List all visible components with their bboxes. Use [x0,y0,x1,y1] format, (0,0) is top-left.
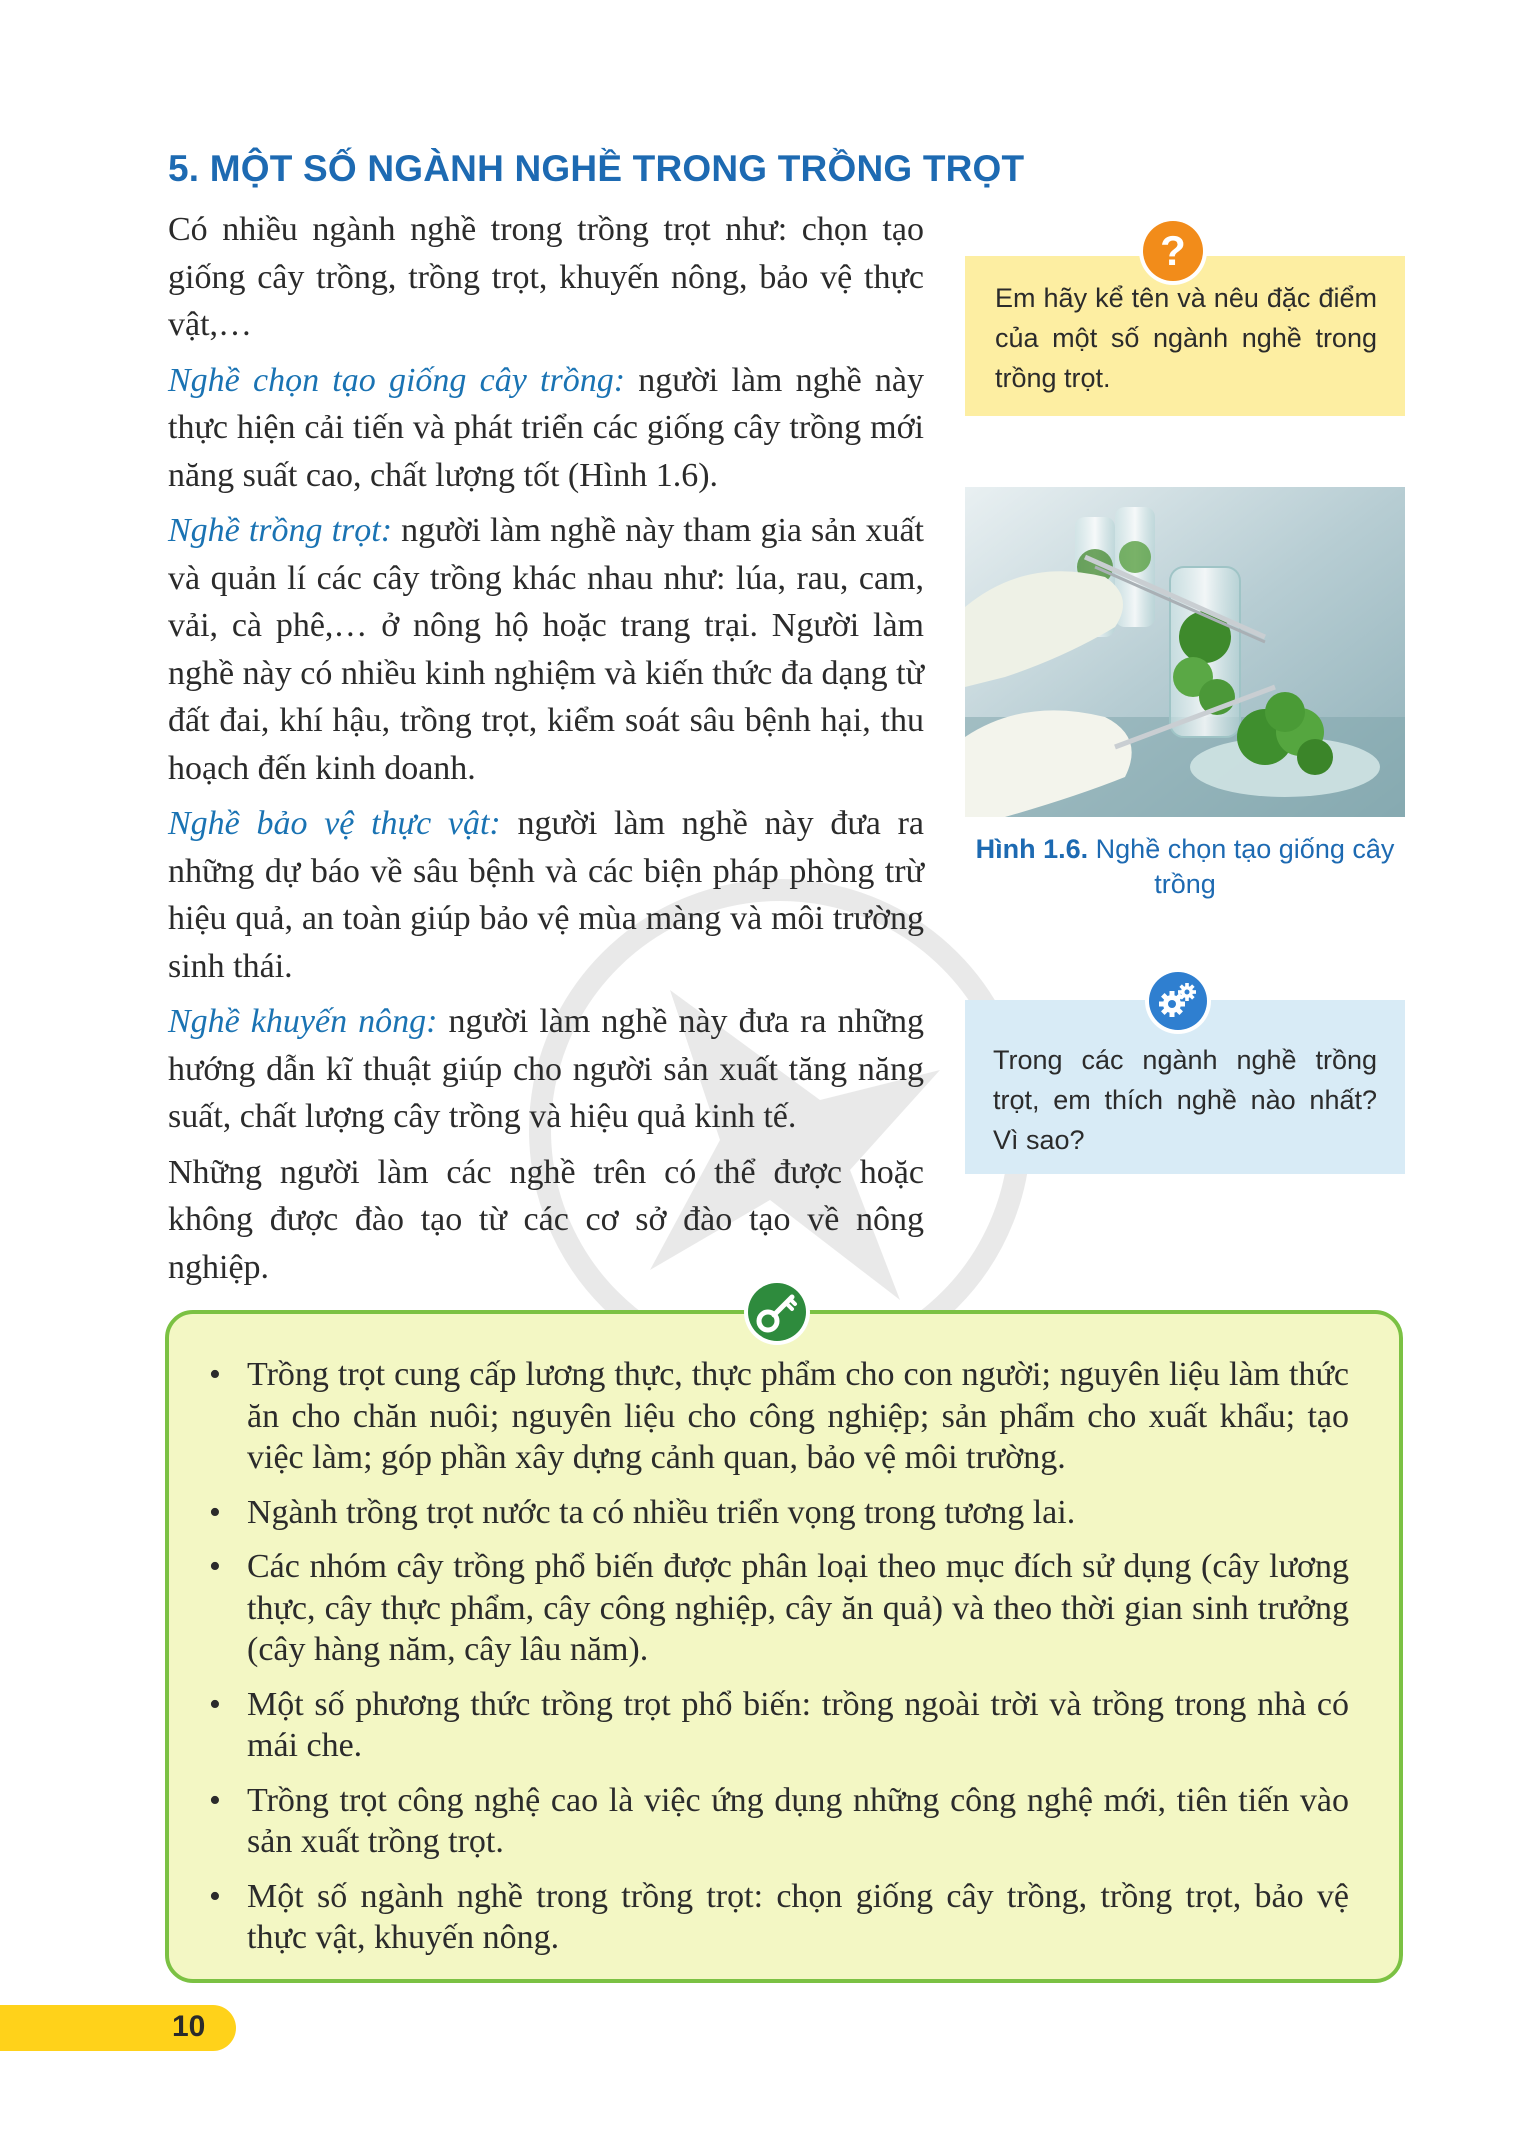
section-title: 5. MỘT SỐ NGÀNH NGHỀ TRONG TRỒNG TRỌT [168,148,1025,189]
main-text [168,206,924,1299]
figure-caption-text: Nghề chọn tạo giống cây trồng [1088,834,1395,899]
career-paragraph [168,998,924,1141]
career-term: Nghề chọn tạo giống cây trồng: [168,361,626,399]
gear-icon [1149,972,1207,1030]
career-description: người làm nghề này đưa ra những hướng dẫn kĩ thuật giúp cho người sản xuất tăng năng suất, chất lượng cây trồng và hiệu quả kinh tế. [168,1003,924,1135]
bullet: • [209,1548,221,1585]
question-icon: ? [1143,221,1203,281]
summary-list [209,1354,1349,1972]
discussion-text: Trong các ngành nghề trồng trọt, em thích nghề nào nhất? Vì sao? [993,1045,1377,1155]
bullet: • [209,1877,221,1915]
intro-paragraph: Có nhiều ngành nghề trong trồng trọt như: chọn tạo giống cây trồng, trồng trọt, khuyến nông, bảo vệ thực vật,… [168,211,924,343]
summary-item-text: Một số phương thức trồng trọt phổ biến: trồng ngoài trời và trồng trong nhà có mái che. [247,1685,1349,1764]
summary-item-text: Các nhóm cây trồng phổ biến được phân loại theo mục đích sử dụng (cây lương thực, cây thực phẩm, cây công nghiệp, cây ăn quả) và theo thời gian sinh trưởng (cây hàng năm, cây lâu năm). [247,1548,1349,1668]
career-paragraph [168,507,924,792]
summary-item-text: Ngành trồng trọt nước ta có nhiều triển vọng trong tương lai. [247,1493,1076,1531]
bullet: • [209,1685,221,1723]
summary-item-text: Trồng trọt cung cấp lương thực, thực phẩm cho con người; nguyên liệu làm thức ăn cho chăn nuôi; nguyên liệu cho công nghiệp; sản phẩm cho xuất khẩu; tạo việc làm; góp phần xây dựng cảnh quan, bảo vệ môi trường. [247,1356,1349,1476]
career-paragraph [168,800,924,990]
career-paragraph [168,357,924,500]
career-description: người làm nghề này tham gia sản xuất và quản lí các cây trồng khác nhau như: lúa, rau, cam, vải, cà phê,… ở nông hộ hoặc trang trại. Người làm nghề này có nhiều kinh nghiệm và kiến thức đa dạng từ đất đai, khí hậu, trồng trọt, kiểm soát sâu bệnh hại, thu hoạch đến kinh doanh. [168,512,924,787]
career-description: người làm nghề này đưa ra những dự báo về sâu bệnh và các biện pháp phòng trừ hiệu quả, an toàn giúp bảo vệ mùa màng và môi trường sinh thái. [168,805,925,985]
summary-item [209,1684,1349,1767]
question-box [965,256,1405,416]
career-description: người làm nghề này thực hiện cải tiến và phát triển các giống cây trồng mới năng suất cao, chất lượng tốt (Hình 1.6). [168,361,924,494]
career-term: Nghề bảo vệ thực vật: [168,805,501,842]
bullet: • [209,1781,221,1819]
career-term: Nghề trồng trọt: [168,512,393,549]
closing-paragraph: Những người làm các nghề trên có thể được hoặc không được đào tạo từ các cơ sở đào tạo về nông nghiệp. [168,1153,924,1286]
summary-box [165,1310,1403,1983]
bullet: • [209,1493,221,1531]
summary-item [209,1546,1349,1671]
summary-item-text: Một số ngành nghề trong trồng trọt: chọn giống cây trồng, trồng trọt, bảo vệ thực vật, khuyến nông. [247,1877,1349,1956]
summary-item [209,1492,1349,1534]
figure-caption-label: Hình 1.6. [975,834,1089,864]
bullet: • [209,1356,221,1393]
page-number: 10 [172,2010,206,2043]
question-text: Em hãy kể tên và nêu đặc điểm của một số ngành nghề trong trồng trọt. [995,283,1377,393]
summary-item [209,1780,1349,1863]
figure-caption [965,832,1405,902]
key-icon [748,1283,806,1341]
summary-item-text: Trồng trọt công nghệ cao là việc ứng dụng những công nghệ mới, tiên tiến vào sản xuất trồng trọt. [247,1781,1349,1860]
summary-item [209,1354,1349,1479]
summary-item [209,1876,1349,1959]
career-term: Nghề khuyến nông: [168,1003,438,1040]
figure-image-plant-tissue-culture [965,487,1405,817]
